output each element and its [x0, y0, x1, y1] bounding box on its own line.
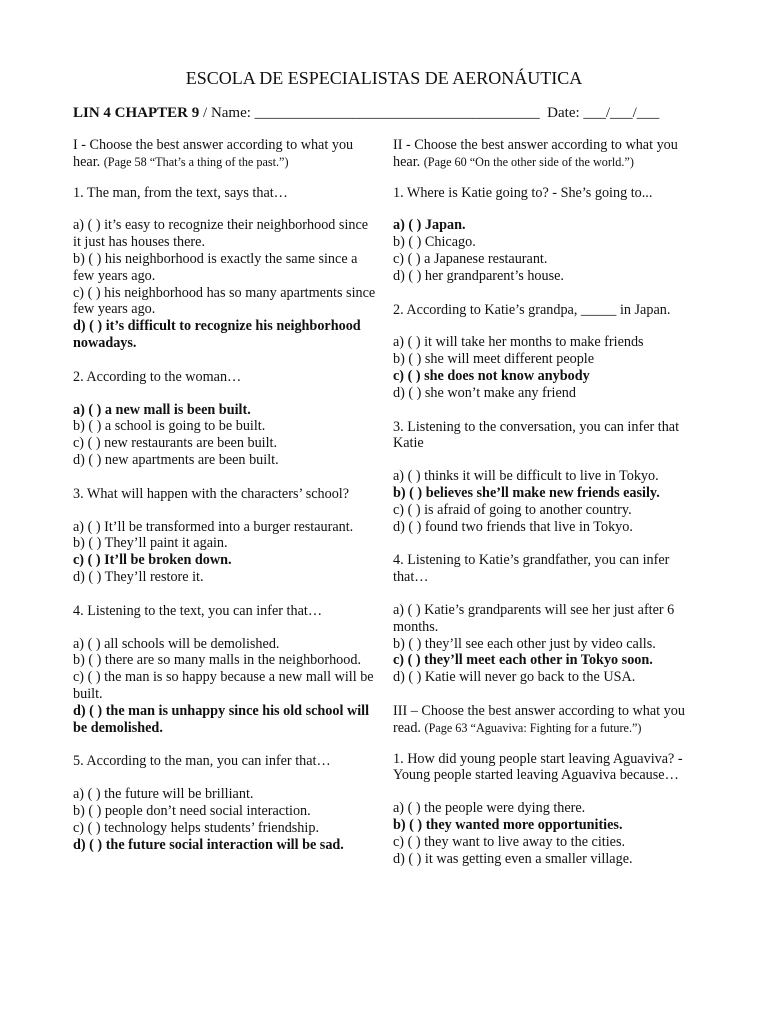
question-text: 4. Listening to the text, you can infer that… [73, 602, 323, 619]
answer-option: d) ( ) They’ll restore it. [73, 568, 204, 585]
answer-option: a) ( ) all schools will be demolished. [73, 635, 280, 652]
right-column [393, 137, 703, 884]
answer-option: d) ( ) it was getting even a smaller village. [393, 850, 633, 867]
answer-option: a) ( ) the future will be brilliant. [73, 786, 254, 803]
question-text: 4. Listening to Katie’s grandfather, you can infer that… [393, 552, 670, 586]
question-text: 3. What will happen with the characters’ school? [73, 485, 350, 502]
answer-option: d) ( ) she won’t make any friend [393, 384, 576, 401]
school-title: ESCOLA DE ESPECIALISTAS DE AERONÁUTICA [185, 68, 583, 88]
answer-option: b) ( ) his neighborhood is exactly the same since a few years ago. [73, 250, 358, 284]
header-line [73, 104, 713, 122]
answer-option: a) ( ) the people were dying there. [393, 800, 586, 817]
answer-option: c) ( ) they want to live away to the cities. [393, 833, 626, 850]
question-text: 1. The man, from the text, says that… [73, 184, 288, 201]
answer-option-correct: d) ( ) the future social interaction will be sad. [73, 836, 344, 853]
answer-option: b) ( ) she will meet different people [393, 351, 595, 368]
question-text: 1. Where is Katie going to? - She’s going to... [393, 184, 653, 201]
question-text: 2. According to Katie’s grandpa, _____ in Japan. [393, 301, 671, 318]
answer-options [393, 602, 703, 686]
course-label: LIN 4 CHAPTER 9 [73, 105, 200, 121]
answer-options [393, 334, 703, 401]
section-1-reference: (Page 58 “That’s a thing of the past.”) [103, 154, 289, 169]
answer-option: b) ( ) there are so many malls in the neighborhood. [73, 652, 362, 669]
answer-option: a) ( ) Katie’s grandparents will see her just after 6 months. [393, 601, 675, 635]
answer-option: d) ( ) found two friends that live in Tokyo. [393, 518, 633, 535]
section-1-questions [73, 185, 378, 854]
answer-options [393, 800, 703, 867]
answer-option-correct: a) ( ) Japan. [393, 217, 466, 234]
answer-options [393, 468, 703, 535]
question-text: 2. According to the woman… [73, 368, 242, 385]
left-column [73, 137, 378, 870]
answer-options [73, 217, 378, 351]
answer-option: c) ( ) a Japanese restaurant. [393, 250, 548, 267]
answer-option: a) ( ) it’s easy to recognize their neighborhood since it just has houses there. [73, 217, 369, 251]
answer-options [393, 217, 703, 284]
answer-option: d) ( ) Katie will never go back to the USA. [393, 669, 636, 686]
answer-option: a) ( ) It’ll be transformed into a burger restaurant. [73, 518, 354, 535]
question-text: 3. Listening to the conversation, you can infer that Katie [393, 418, 680, 452]
section-1-text: I - Choose the best answer according to what you hear. [73, 137, 354, 170]
answer-option: c) ( ) new restaurants are been built. [73, 435, 278, 452]
section-2-text: II - Choose the best answer according to what you hear. [393, 137, 678, 170]
answer-option: d) ( ) new apartments are been built. [73, 451, 279, 468]
answer-option-correct: c) ( ) It’ll be broken down. [73, 552, 232, 569]
section-3-reference: (Page 63 “Aguaviva: Fighting for a future.”) [424, 720, 642, 735]
section-2-heading [393, 137, 703, 171]
answer-option: c) ( ) his neighborhood has so many apartments since few years ago. [73, 284, 376, 318]
answer-option: a) ( ) it will take her months to make friends [393, 334, 644, 351]
question-text: 1. How did young people start leaving Aguaviva? - Young people started leaving Aguaviva because… [393, 750, 683, 784]
answer-option-correct: d) ( ) it’s difficult to recognize his neighborhood nowadays. [73, 318, 361, 351]
answer-options [73, 402, 378, 469]
answer-option: b) ( ) they’ll see each other just by video calls. [393, 635, 656, 652]
header-separator: / [199, 105, 211, 121]
answer-options [73, 519, 378, 586]
date-field: Date: ___/___/___ [547, 105, 660, 121]
answer-options [73, 786, 378, 853]
answer-options [73, 636, 378, 737]
section-3-questions [393, 751, 703, 868]
section-3-heading [393, 703, 703, 737]
section-2-reference: (Page 60 “On the other side of the world.”) [423, 154, 634, 169]
answer-option-correct: d) ( ) the man is unhappy since his old school will be demolished. [73, 702, 370, 736]
answer-option: a) ( ) thinks it will be difficult to live in Tokyo. [393, 468, 659, 485]
answer-option: d) ( ) her grandparent’s house. [393, 267, 564, 284]
section-1-heading [73, 137, 378, 171]
answer-option: c) ( ) technology helps students’ friendship. [73, 819, 319, 836]
answer-option: b) ( ) a school is going to be built. [73, 418, 266, 435]
answer-option-correct: b) ( ) believes she’ll make new friends easily. [393, 484, 660, 501]
section-2-questions [393, 185, 703, 686]
answer-option: c) ( ) the man is so happy because a new mall will be built. [73, 669, 374, 702]
answer-option-correct: a) ( ) a new mall is been built. [73, 401, 251, 418]
answer-option: b) ( ) They’ll paint it again. [73, 535, 228, 552]
answer-option-correct: b) ( ) they wanted more opportunities. [393, 816, 623, 833]
answer-option-correct: c) ( ) they’ll meet each other in Tokyo soon. [393, 652, 653, 669]
answer-option: b) ( ) people don’t need social interaction. [73, 802, 311, 819]
question-text: 5. According to the man, you can infer that… [73, 753, 331, 770]
name-field: Name: ______________________________________ [210, 105, 540, 121]
answer-option: b) ( ) Chicago. [393, 234, 476, 251]
answer-option: c) ( ) is afraid of going to another country. [393, 501, 632, 518]
section-3-text: III – Choose the best answer according to what you read. [393, 702, 685, 736]
answer-option-correct: c) ( ) she does not know anybody [393, 367, 590, 384]
